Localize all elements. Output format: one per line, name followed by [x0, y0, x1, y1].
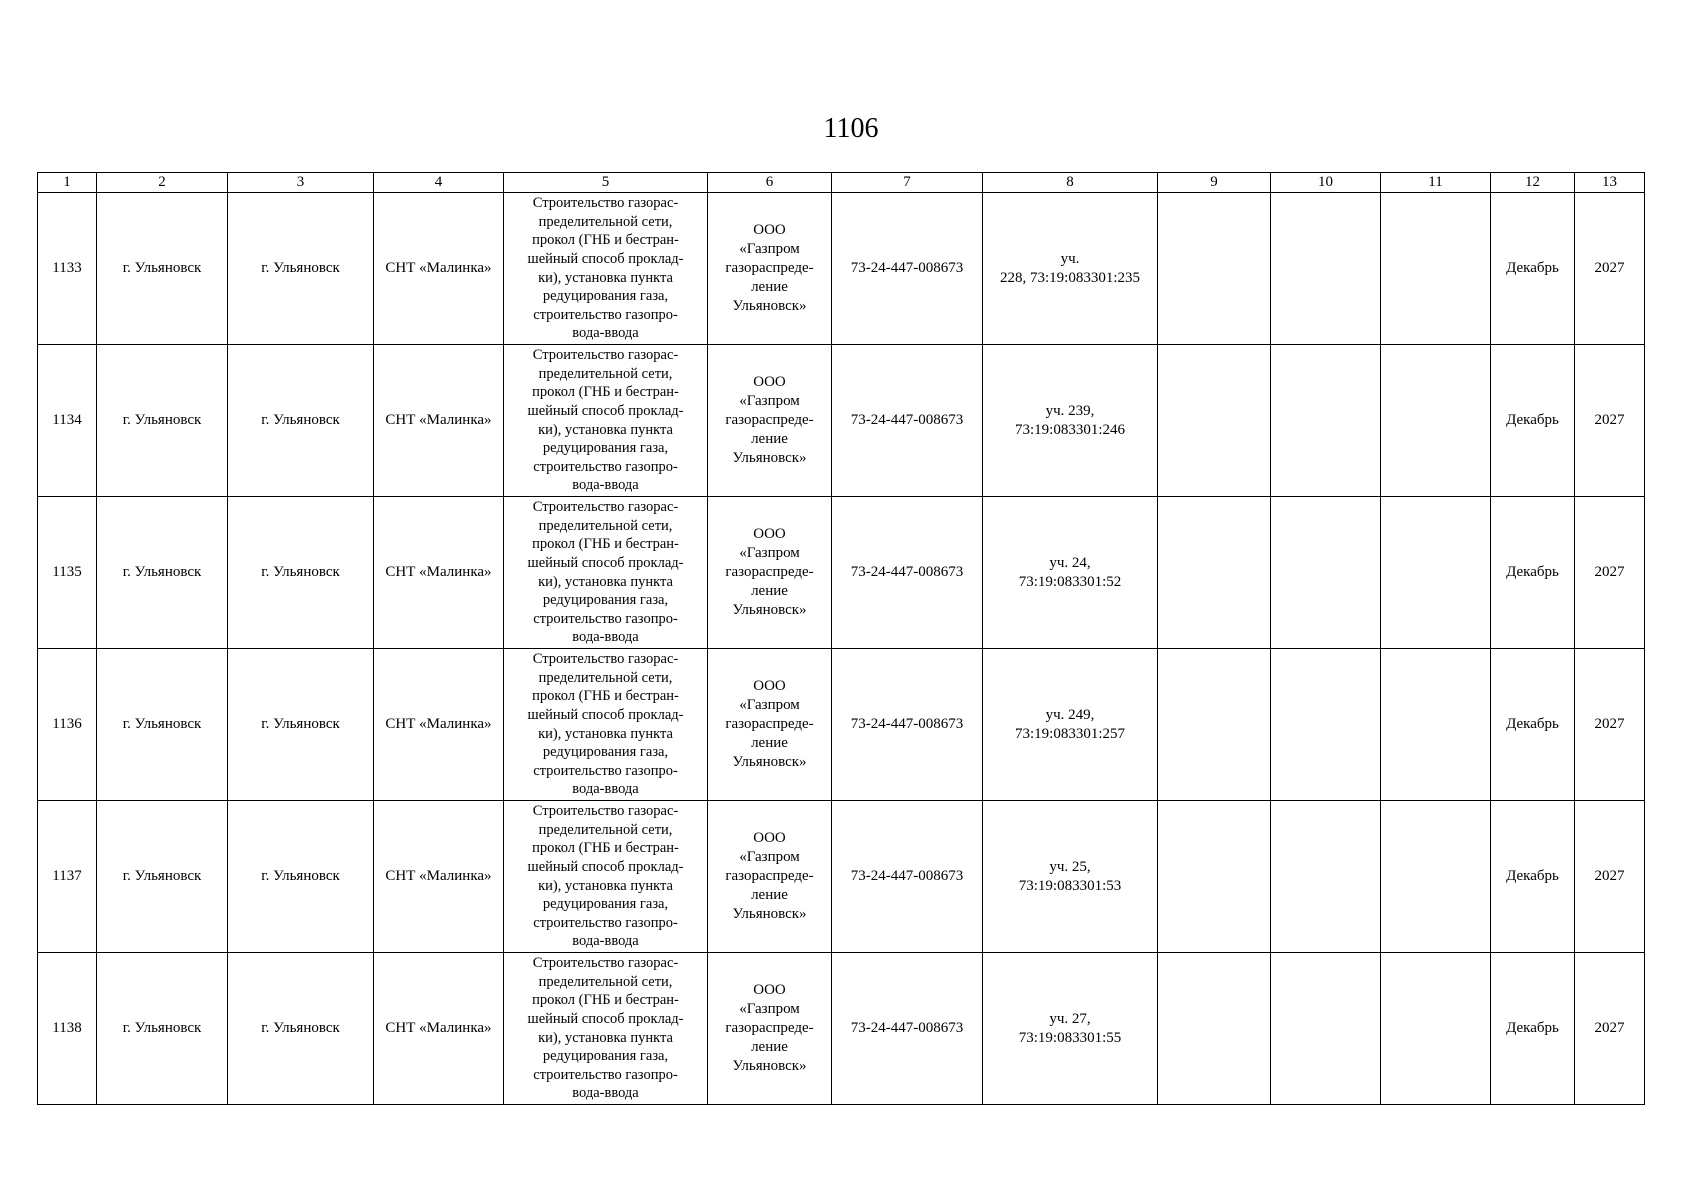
- plot-cadastral-cell: [983, 193, 1158, 345]
- locality-cell: г. Ульяновск: [228, 801, 374, 953]
- column-10-cell: [1271, 497, 1381, 649]
- year-cell: 2027: [1575, 345, 1645, 497]
- work-description-line: вода-ввода: [572, 325, 639, 342]
- month-cell: Декабрь: [1491, 345, 1575, 497]
- row-number-cell: 1136: [38, 649, 97, 801]
- work-description-line: пределительной сети,: [538, 821, 673, 838]
- plot-cadastral-line: уч. 249,: [1045, 706, 1095, 723]
- organization-line: Ульяновск»: [732, 754, 807, 770]
- work-description-line: пределительной сети,: [538, 669, 673, 686]
- table-row: [38, 953, 1645, 1105]
- work-description-line: прокол (ГНБ и бестран-: [532, 232, 679, 249]
- plot-cadastral-cell: [983, 801, 1158, 953]
- object-code-cell: 73-24-447-008673: [832, 801, 983, 953]
- year-cell: 2027: [1575, 801, 1645, 953]
- table-row: [38, 193, 1645, 345]
- column-10-cell: [1271, 193, 1381, 345]
- work-description-line: строительство газопро-: [533, 458, 678, 475]
- organization-line: газораспреде-: [725, 716, 814, 732]
- plot-cadastral-line: 228, 73:19:083301:235: [999, 269, 1140, 286]
- work-description-line: Строительство газорас-: [532, 955, 679, 972]
- work-description-line: редуцирования газа,: [542, 1048, 669, 1065]
- work-description-cell: [504, 801, 708, 953]
- year-cell: 2027: [1575, 649, 1645, 801]
- address-cell: СНТ «Малинка»: [374, 649, 504, 801]
- work-description-line: ки), установка пункта: [538, 877, 673, 894]
- row-number-cell: 1137: [38, 801, 97, 953]
- work-description-line: строительство газопро-: [533, 306, 678, 323]
- month-cell: Декабрь: [1491, 953, 1575, 1105]
- column-9-cell: [1158, 193, 1271, 345]
- organization-line: «Газпром: [739, 697, 800, 713]
- month-cell: Декабрь: [1491, 801, 1575, 953]
- work-description-line: прокол (ГНБ и бестран-: [532, 992, 679, 1009]
- work-description-line: строительство газопро-: [533, 1066, 678, 1083]
- locality-cell: г. Ульяновск: [228, 953, 374, 1105]
- work-description-line: пределительной сети,: [538, 365, 673, 382]
- district-cell: г. Ульяновск: [97, 193, 228, 345]
- column-9-cell: [1158, 953, 1271, 1105]
- organization-line: ление: [751, 279, 788, 295]
- column-header-11: 11: [1381, 173, 1491, 193]
- address-cell: СНТ «Малинка»: [374, 953, 504, 1105]
- work-description-line: шейный способ проклад-: [527, 402, 684, 419]
- column-11-cell: [1381, 193, 1491, 345]
- plot-cadastral-line: уч.: [1060, 250, 1080, 267]
- organization-cell: [708, 497, 832, 649]
- work-description-line: шейный способ проклад-: [527, 706, 684, 723]
- work-description-line: вода-ввода: [572, 933, 639, 950]
- address-cell: СНТ «Малинка»: [374, 345, 504, 497]
- organization-cell: [708, 193, 832, 345]
- district-cell: г. Ульяновск: [97, 345, 228, 497]
- column-header-3: 3: [228, 173, 374, 193]
- work-description-line: пределительной сети,: [538, 973, 673, 990]
- organization-line: Ульяновск»: [732, 1058, 807, 1074]
- column-header-5: 5: [504, 173, 708, 193]
- work-description-line: шейный способ проклад-: [527, 554, 684, 571]
- column-10-cell: [1271, 953, 1381, 1105]
- work-description-line: вода-ввода: [572, 1085, 639, 1102]
- work-description-line: ки), установка пункта: [538, 725, 673, 742]
- organization-line: «Газпром: [739, 1001, 800, 1017]
- plot-cadastral-line: уч. 24,: [1049, 554, 1091, 571]
- organization-line: ление: [751, 583, 788, 599]
- work-description-cell: [504, 497, 708, 649]
- organization-line: ООО: [753, 526, 786, 542]
- work-description-line: вода-ввода: [572, 477, 639, 494]
- column-11-cell: [1381, 345, 1491, 497]
- column-header-1: 1: [38, 173, 97, 193]
- district-cell: г. Ульяновск: [97, 801, 228, 953]
- organization-line: Ульяновск»: [732, 906, 807, 922]
- column-header-2: 2: [97, 173, 228, 193]
- locality-cell: г. Ульяновск: [228, 345, 374, 497]
- organization-line: «Газпром: [739, 849, 800, 865]
- work-description-line: прокол (ГНБ и бестран-: [532, 536, 679, 553]
- row-number-cell: 1134: [38, 345, 97, 497]
- table-row: [38, 649, 1645, 801]
- table-row: [38, 497, 1645, 649]
- row-number-cell: 1135: [38, 497, 97, 649]
- organization-line: ООО: [753, 982, 786, 998]
- district-cell: г. Ульяновск: [97, 953, 228, 1105]
- plot-cadastral-line: 73:19:083301:257: [1014, 725, 1125, 742]
- locality-cell: г. Ульяновск: [228, 193, 374, 345]
- plot-cadastral-line: 73:19:083301:53: [1018, 877, 1122, 894]
- organization-line: ление: [751, 1039, 788, 1055]
- plot-cadastral-line: уч. 239,: [1045, 402, 1095, 419]
- object-code-cell: 73-24-447-008673: [832, 953, 983, 1105]
- column-9-cell: [1158, 345, 1271, 497]
- organization-line: газораспреде-: [725, 1020, 814, 1036]
- work-description-line: строительство газопро-: [533, 762, 678, 779]
- work-description-cell: [504, 193, 708, 345]
- work-description-line: редуцирования газа,: [542, 440, 669, 457]
- column-header-13: 13: [1575, 173, 1645, 193]
- column-header-4: 4: [374, 173, 504, 193]
- organization-line: «Газпром: [739, 545, 800, 561]
- column-9-cell: [1158, 649, 1271, 801]
- locality-cell: г. Ульяновск: [228, 497, 374, 649]
- organization-line: газораспреде-: [725, 260, 814, 276]
- work-description-line: вода-ввода: [572, 781, 639, 798]
- column-9-cell: [1158, 801, 1271, 953]
- work-description-line: пределительной сети,: [538, 213, 673, 230]
- work-description-line: строительство газопро-: [533, 610, 678, 627]
- work-description-line: редуцирования газа,: [542, 896, 669, 913]
- work-description-line: Строительство газорас-: [532, 803, 679, 820]
- object-code-cell: 73-24-447-008673: [832, 193, 983, 345]
- organization-cell: [708, 345, 832, 497]
- table-row: [38, 345, 1645, 497]
- plot-cadastral-line: уч. 27,: [1049, 1010, 1091, 1027]
- column-10-cell: [1271, 345, 1381, 497]
- column-10-cell: [1271, 649, 1381, 801]
- column-header-8: 8: [983, 173, 1158, 193]
- column-header-10: 10: [1271, 173, 1381, 193]
- organization-line: газораспреде-: [725, 412, 814, 428]
- plot-cadastral-line: 73:19:083301:246: [1014, 421, 1125, 438]
- table-row: [38, 801, 1645, 953]
- column-header-9: 9: [1158, 173, 1271, 193]
- year-cell: 2027: [1575, 953, 1645, 1105]
- work-description-line: ки), установка пункта: [538, 269, 673, 286]
- organization-cell: [708, 649, 832, 801]
- organization-line: ООО: [753, 830, 786, 846]
- column-header-6: 6: [708, 173, 832, 193]
- column-11-cell: [1381, 649, 1491, 801]
- work-description-line: шейный способ проклад-: [527, 1010, 684, 1027]
- row-number-cell: 1133: [38, 193, 97, 345]
- address-cell: СНТ «Малинка»: [374, 801, 504, 953]
- district-cell: г. Ульяновск: [97, 497, 228, 649]
- work-description-line: шейный способ проклад-: [527, 250, 684, 267]
- work-description-line: ки), установка пункта: [538, 421, 673, 438]
- organization-cell: [708, 801, 832, 953]
- column-10-cell: [1271, 801, 1381, 953]
- gasification-schedule-table: [37, 172, 1645, 1105]
- plot-cadastral-line: уч. 25,: [1049, 858, 1091, 875]
- year-cell: 2027: [1575, 193, 1645, 345]
- column-11-cell: [1381, 953, 1491, 1105]
- organization-line: ление: [751, 887, 788, 903]
- work-description-cell: [504, 345, 708, 497]
- organization-line: Ульяновск»: [732, 602, 807, 618]
- object-code-cell: 73-24-447-008673: [832, 497, 983, 649]
- plot-cadastral-line: 73:19:083301:52: [1018, 573, 1122, 590]
- organization-line: «Газпром: [739, 393, 800, 409]
- organization-line: газораспреде-: [725, 564, 814, 580]
- column-9-cell: [1158, 497, 1271, 649]
- work-description-line: редуцирования газа,: [542, 744, 669, 761]
- object-code-cell: 73-24-447-008673: [832, 649, 983, 801]
- month-cell: Декабрь: [1491, 497, 1575, 649]
- organization-line: Ульяновск»: [732, 298, 807, 314]
- year-cell: 2027: [1575, 497, 1645, 649]
- table-header-row: [38, 173, 1645, 193]
- table-body: [38, 193, 1645, 1105]
- plot-cadastral-line: 73:19:083301:55: [1018, 1029, 1122, 1046]
- locality-cell: г. Ульяновск: [228, 649, 374, 801]
- page-number: 1106: [823, 113, 879, 144]
- organization-line: «Газпром: [739, 241, 800, 257]
- address-cell: СНТ «Малинка»: [374, 497, 504, 649]
- plot-cadastral-cell: [983, 649, 1158, 801]
- work-description-line: пределительной сети,: [538, 517, 673, 534]
- organization-line: Ульяновск»: [732, 450, 807, 466]
- month-cell: Декабрь: [1491, 193, 1575, 345]
- work-description-line: редуцирования газа,: [542, 288, 669, 305]
- column-header-12: 12: [1491, 173, 1575, 193]
- work-description-line: Строительство газорас-: [532, 347, 679, 364]
- organization-line: ООО: [753, 374, 786, 390]
- work-description-line: Строительство газорас-: [532, 651, 679, 668]
- work-description-line: Строительство газорас-: [532, 195, 679, 212]
- organization-line: газораспреде-: [725, 868, 814, 884]
- work-description-line: прокол (ГНБ и бестран-: [532, 840, 679, 857]
- work-description-cell: [504, 953, 708, 1105]
- work-description-line: строительство газопро-: [533, 914, 678, 931]
- organization-line: ООО: [753, 678, 786, 694]
- organization-cell: [708, 953, 832, 1105]
- plot-cadastral-cell: [983, 953, 1158, 1105]
- district-cell: г. Ульяновск: [97, 649, 228, 801]
- work-description-line: Строительство газорас-: [532, 499, 679, 516]
- work-description-line: редуцирования газа,: [542, 592, 669, 609]
- work-description-line: прокол (ГНБ и бестран-: [532, 384, 679, 401]
- address-cell: СНТ «Малинка»: [374, 193, 504, 345]
- column-11-cell: [1381, 801, 1491, 953]
- object-code-cell: 73-24-447-008673: [832, 345, 983, 497]
- column-header-7: 7: [832, 173, 983, 193]
- organization-line: ООО: [753, 222, 786, 238]
- row-number-cell: 1138: [38, 953, 97, 1105]
- plot-cadastral-cell: [983, 497, 1158, 649]
- organization-line: ление: [751, 735, 788, 751]
- work-description-cell: [504, 649, 708, 801]
- work-description-line: ки), установка пункта: [538, 573, 673, 590]
- work-description-line: вода-ввода: [572, 629, 639, 646]
- work-description-line: шейный способ проклад-: [527, 858, 684, 875]
- month-cell: Декабрь: [1491, 649, 1575, 801]
- work-description-line: ки), установка пункта: [538, 1029, 673, 1046]
- column-11-cell: [1381, 497, 1491, 649]
- organization-line: ление: [751, 431, 788, 447]
- work-description-line: прокол (ГНБ и бестран-: [532, 688, 679, 705]
- plot-cadastral-cell: [983, 345, 1158, 497]
